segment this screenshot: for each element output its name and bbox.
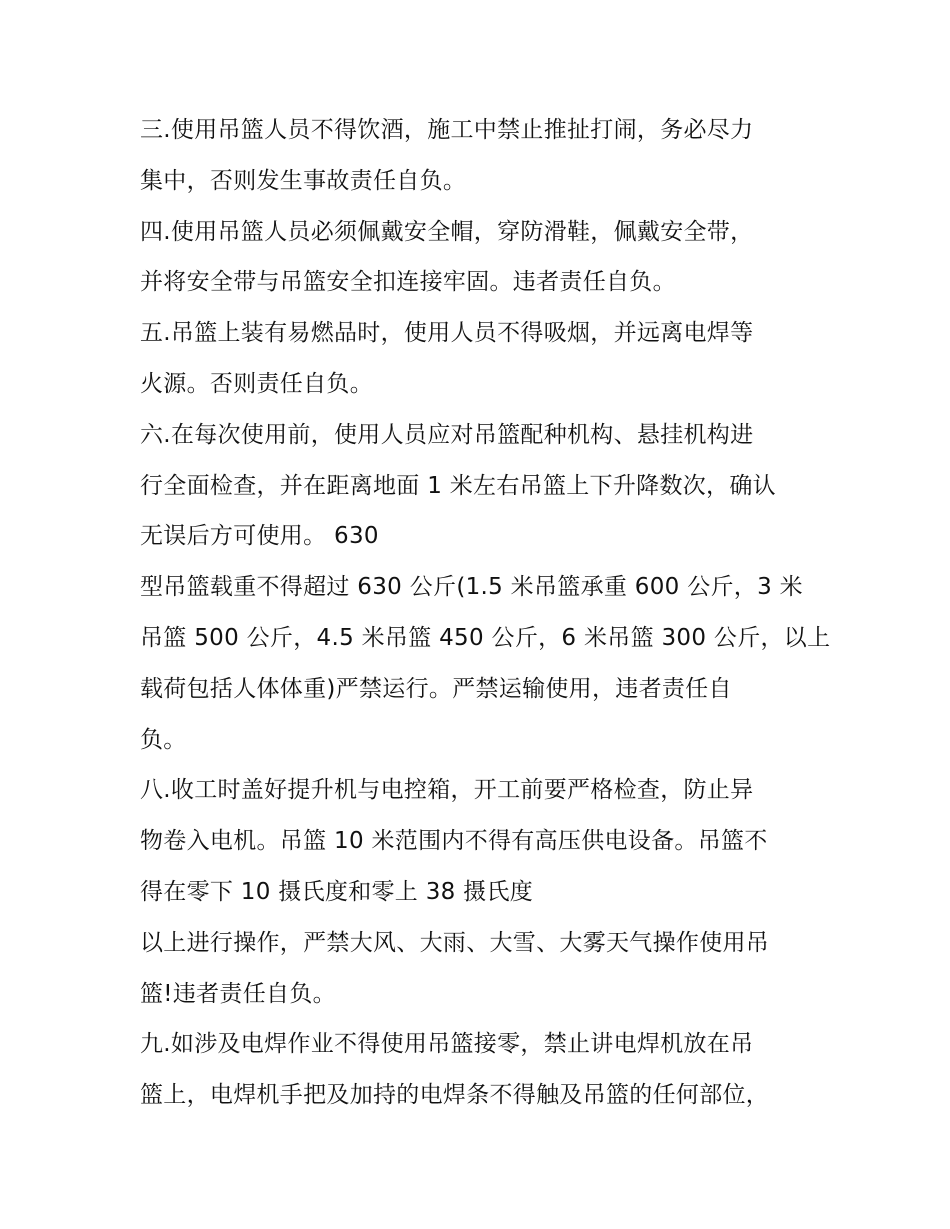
document-body (140, 105, 840, 1121)
text-line: 九.如涉及电焊作业不得使用吊篮接零，禁止讲电焊机放在吊 (140, 1031, 754, 1058)
text-line: 火源。否则责任自负。 (140, 370, 373, 397)
text-line: 集中，否则发生事故责任自负。 (140, 167, 467, 194)
text-line: 五.吊篮上装有易燃品时，使用人员不得吸烟，并远离电焊等 (140, 320, 754, 347)
text-line: 吊篮 500 公斤，4.5 米吊篮 450 公斤，6 米吊篮 300 公斤，以上 (140, 624, 831, 651)
text-line: 无误后方可使用。 630 (140, 523, 379, 550)
text-line: 得在零下 10 摄氏度和零上 38 摄氏度 (140, 878, 534, 905)
text-line: 行全面检查，并在距离地面 1 米左右吊篮上下升降数次，确认 (140, 472, 776, 499)
text-line: 三.使用吊篮人员不得饮酒，施工中禁止推扯打闹，务必尽力 (140, 117, 754, 143)
text-line: 型吊篮载重不得超过 630 公斤(1.5 米吊篮承重 600 公斤，3 米 (140, 574, 803, 601)
text-line: 篮!违者责任自负。 (140, 980, 336, 1007)
text-line: 并将安全带与吊篮安全扣连接牢固。违者责任自负。 (140, 269, 676, 296)
text-line: 负。 (140, 726, 187, 753)
text-line: 物卷入电机。吊篮 10 米范围内不得有高压供电设备。吊篮不 (140, 828, 768, 855)
text-line: 载荷包括人体体重)严禁运行。严禁运输使用，违者责任自 (140, 675, 732, 702)
text-line: 八.收工时盖好提升机与电控箱，开工前要严格检查，防止异 (140, 777, 754, 804)
text-line: 六.在每次使用前，使用人员应对吊篮配种机构、悬挂机构进 (140, 421, 754, 448)
text-line: 篮上，电焊机手把及加持的电焊条不得触及吊篮的任何部位， (140, 1082, 770, 1109)
text-line: 四.使用吊篮人员必须佩戴安全帽，穿防滑鞋，佩戴安全带， (140, 218, 754, 245)
text-line: 以上进行操作，严禁大风、大雨、大雪、大雾天气操作使用吊 (140, 929, 770, 956)
